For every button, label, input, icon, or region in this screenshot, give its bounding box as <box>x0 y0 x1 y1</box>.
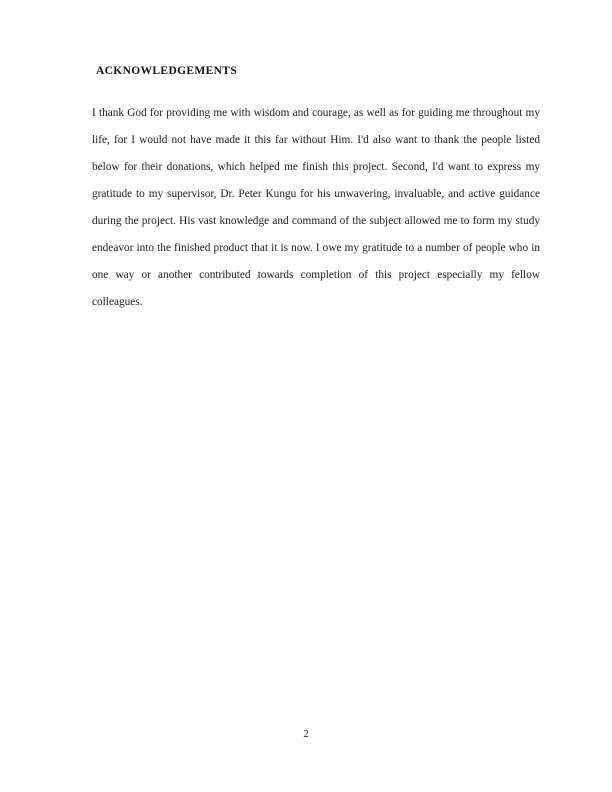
page-content <box>92 62 540 316</box>
page-title: ACKNOWLEDGEMENTS <box>96 65 238 77</box>
acknowledgements-paragraph: I thank God for providing me with wisdom and courage, as well as for guiding me throughout my life, for I would not have made it this far without Him. I'd also want to thank the people listed below for their donations, which helped me finish this project. Second, I'd want to express my gratitude to my supervisor, Dr. Peter Kungu for his unwavering, invaluable, and active guidance during the project. His vast knowledge and command of the subject allowed me to form my study endeavor into the finished product that it is now. I owe my gratitude to a number of people who in one way or another contributed towards completion of this project especially my fellow colleagues. <box>92 107 540 308</box>
page-number: 2 <box>303 729 309 740</box>
body-text-block <box>92 100 540 316</box>
